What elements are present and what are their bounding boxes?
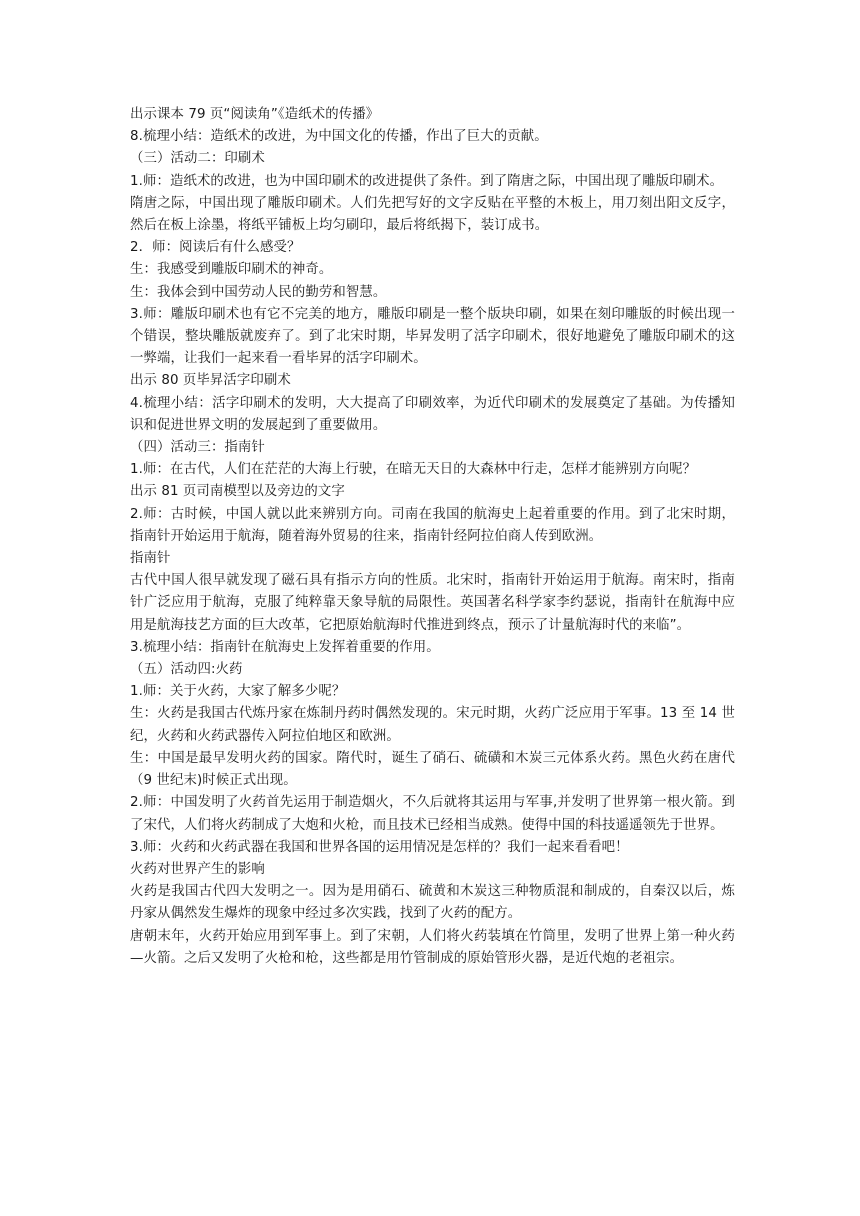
paragraph-student-gunpowder-1: 生：火药是我国古代炼丹家在炼制丹药时偶然发现的。宋元时期，火药广泛应用于军事。13 至 14 世纪，火药和火药武器传入阿拉伯地区和欧洲。	[130, 706, 735, 744]
paragraph-summary-8: 8.梳理小结：造纸术的改进，为中国文化的传播，作出了巨大的贡献。	[130, 129, 548, 145]
paragraph-show-textbook-79: 出示课本 79 页“阅读角”《造纸术的传播》	[130, 107, 380, 122]
paragraph-show-page-80: 出示 80 页毕昇活字印刷术	[130, 373, 291, 389]
subheading-gunpowder-impact: 火药对世界产生的影响	[130, 861, 265, 877]
heading-activity-2-printing: （三）活动二：印刷术	[130, 151, 265, 167]
paragraph-teacher-2-question: 2．师：阅读后有什么感受？	[130, 240, 301, 256]
document-body	[130, 104, 735, 970]
paragraph-student-answer-2: 生：我体会到中国劳动人民的勤劳和智慧。	[130, 284, 387, 300]
heading-activity-4-gunpowder: （五）活动四:火药	[130, 662, 243, 678]
subheading-compass: 指南针	[130, 551, 171, 567]
paragraph-compass-history: 古代中国人很早就发现了磁石具有指示方向的性质。北宋时，指南针开始运用于航海。南宋时，指南针广泛应用于航海，克服了纯粹靠天象导航的局限性。英国著名科学家李约瑟说，指南针在航海中应用是航海技艺方面的巨大改革，它把原始航海时代推进到终点，预示了计量航海时代的来临”。	[130, 573, 735, 633]
paragraph-summary-compass: 3.梳理小结：指南针在航海史上发挥着重要的作用。	[130, 639, 440, 655]
paragraph-gunpowder-origin: 火药是我国古代四大发明之一。因为是用硝石、硫黄和木炭这三种物质混和制成的，自秦汉以后，炼丹家从偶然发生爆炸的现象中经过多次实践，找到了火药的配方。	[130, 884, 735, 922]
paragraph-teacher-2-gunpowder: 2.师：中国发明了火药首先运用于制造烟火，不久后就将其运用与军事,并发明了世界第一根火箭。到了宋代，人们将火药制成了大炮和火枪，而且技术已经相当成熟。使得中国的科技遥遥领先于世界。	[130, 795, 735, 833]
paragraph-woodblock-printing: 隋唐之际，中国出现了雕版印刷术。人们先把写好的文字反贴在平整的木板上，用刀刻出阳文反字，然后在板上涂墨，将纸平铺板上均匀刷印，最后将纸揭下，装订成书。	[130, 195, 735, 234]
paragraph-student-answer-1: 生：我感受到雕版印刷术的神奇。	[130, 262, 333, 278]
paragraph-gunpowder-military: 唐朝末年，火药开始应用到军事上。到了宋朝，人们将火药装填在竹筒里，发明了世界上第一种火药—火箭。之后又发明了火枪和枪，这些都是用竹管制成的原始管形火器，是近代炮的老祖宗。	[130, 928, 735, 966]
paragraph-student-gunpowder-2: 生：中国是最早发明火药的国家。隋代时，诞生了硝石、硫磺和木炭三元体系火药。黑色火药在唐代（9 世纪末)时候正式出现。	[130, 750, 735, 789]
paragraph-summary-4: 4.梳理小结：活字印刷术的发明，大大提高了印刷效率，为近代印刷术的发展奠定了基础。为传播知识和促进世界文明的发展起到了重要做用。	[130, 395, 735, 433]
paragraph-show-page-81: 出示 81 页司南模型以及旁边的文字	[130, 484, 345, 500]
paragraph-teacher-3-gunpowder: 3.师：火药和火药武器在我国和世界各国的运用情况是怎样的？我们一起来看看吧！	[130, 839, 629, 855]
paragraph-teacher-1-compass: 1.师：在古代，人们在茫茫的大海上行驶，在暗无天日的大森林中行走，怎样才能辨别方向呢？	[130, 462, 697, 478]
paragraph-teacher-1-printing: 1.师：造纸术的改进，也为中国印刷术的改进提供了条件。到了隋唐之际，中国出现了雕版印刷术。	[130, 173, 724, 189]
paragraph-teacher-3-movable-type: 3.师：雕版印刷术也有它不完美的地方，雕版印刷是一整个版块印刷，如果在刻印雕版的时候出现一个错误，整块雕版就废弃了。到了北宋时期，毕昇发明了活字印刷术，很好地避免了雕版印刷术的这一弊端，让我们一起来看一看毕昇的活字印刷术。	[130, 306, 735, 367]
heading-activity-3-compass: （四）活动三：指南针	[130, 440, 265, 456]
paragraph-teacher-1-gunpowder: 1.师：关于火药，大家了解多少呢？	[130, 684, 346, 700]
paragraph-teacher-2-compass: 2.师：古时候，中国人就以此来辨别方向。司南在我国的航海史上起着重要的作用。到了北宋时期，指南针开始运用于航海，随着海外贸易的往来，指南针经阿拉伯商人传到欧洲。	[130, 506, 735, 544]
